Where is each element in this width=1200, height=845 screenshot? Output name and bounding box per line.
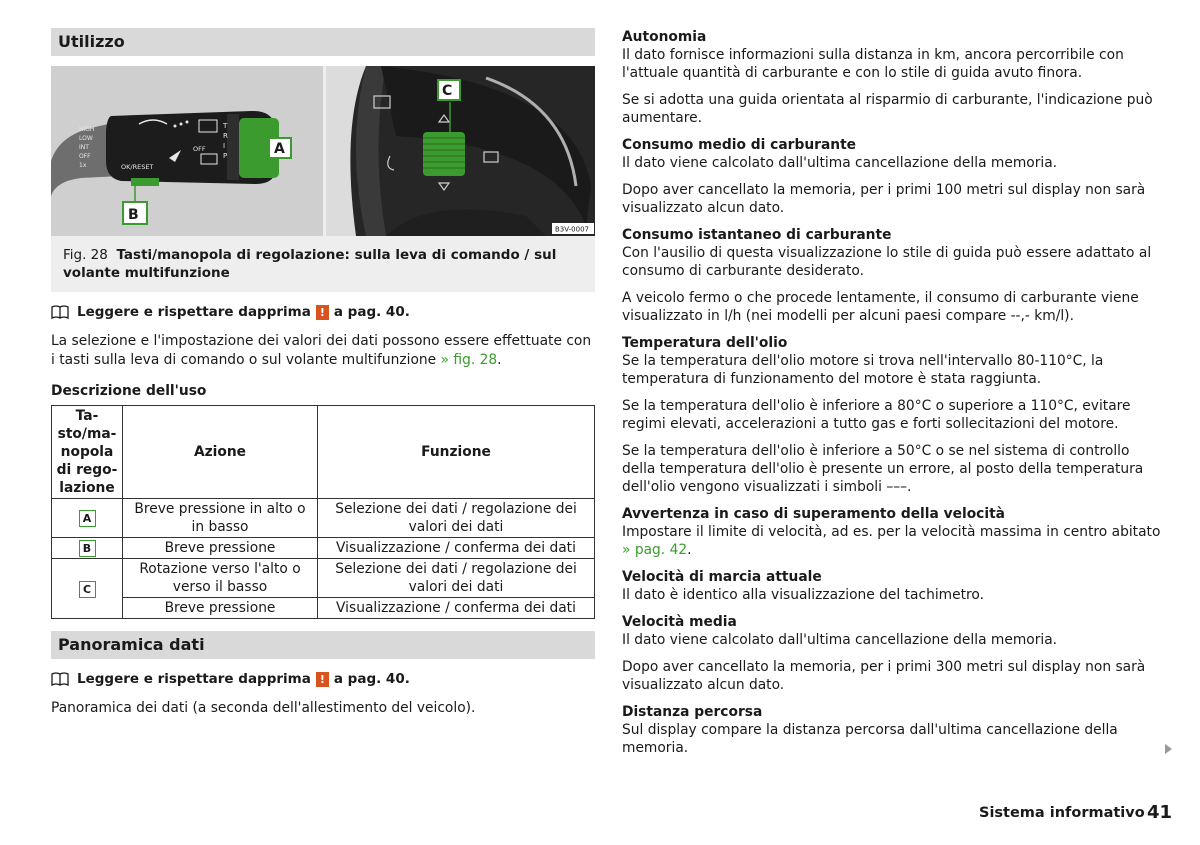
book-icon	[51, 305, 69, 319]
cell-funzione: Selezione dei dati / regolazione dei valori dei dati	[318, 559, 595, 598]
key-c: C	[79, 581, 96, 598]
callout-c: C	[442, 83, 453, 99]
figure-code: B3V-0007	[555, 225, 589, 234]
read-note-1	[51, 302, 595, 322]
right-column	[622, 28, 1162, 766]
read-note-1-before: Leggere e rispettare dapprima	[77, 304, 311, 320]
data-block	[622, 181, 1162, 217]
data-block-consumo-istantaneo	[622, 226, 1162, 280]
caption-prefix: Fig. 28	[63, 247, 108, 263]
lever-text-off: OFF	[79, 153, 91, 160]
block-text: Impostare il limite di velocità, ad es. per la velocità massima in centro abitato	[622, 524, 1161, 540]
svg-text:R: R	[223, 132, 228, 140]
block-title: Velocità di marcia attuale	[622, 569, 822, 585]
book-icon	[51, 672, 69, 686]
intro-end: .	[497, 351, 502, 368]
table-title: Descrizione dell'uso	[51, 383, 207, 399]
overview-paragraph: Panoramica dei dati (a seconda dell'allestimento del veicolo).	[51, 700, 476, 716]
block-text: Il dato viene calcolato dall'ultima cancellazione della memoria.	[622, 155, 1058, 171]
lever-text-low: LOW	[79, 135, 93, 142]
cell-azione: Breve pressione	[123, 598, 318, 619]
header-funzione: Funzione	[318, 406, 595, 499]
key-a: A	[79, 510, 96, 527]
read-note-1-after: a pag. 40.	[333, 304, 410, 320]
table-row	[52, 598, 595, 619]
svg-text:T: T	[223, 122, 228, 130]
block-title: Temperatura dell'olio	[622, 335, 788, 351]
warning-icon: !	[316, 672, 329, 687]
data-block-consumo-medio	[622, 136, 1162, 172]
section-title-panoramica: Panoramica dati	[51, 631, 595, 659]
block-text-end: .	[687, 542, 692, 558]
pag-42-link[interactable]: » pag. 42	[622, 542, 688, 558]
footer-chapter: Sistema informativo	[979, 805, 1145, 821]
block-title: Avvertenza in caso di superamento della velocità	[622, 506, 1005, 522]
fig-28-link[interactable]: » fig. 28	[440, 351, 498, 368]
lever-text-1x: 1x	[79, 162, 87, 169]
block-title: Autonomia	[622, 29, 707, 45]
block-title: Distanza percorsa	[622, 704, 763, 720]
lever-text-int: INT	[79, 144, 89, 151]
table-row	[52, 499, 595, 538]
continue-arrow-icon	[1165, 744, 1172, 754]
lever-text-off2: OFF	[193, 145, 206, 153]
data-block	[622, 658, 1162, 694]
lever-text-okreset: OK/RESET	[121, 163, 154, 171]
table-row	[52, 538, 595, 559]
intro-paragraph	[51, 332, 595, 369]
header-azione: Azione	[123, 406, 318, 499]
usage-table	[51, 405, 595, 619]
block-text: Sul display compare la distanza percorsa dall'ultima cancellazione della memoria.	[622, 722, 1118, 756]
block-text: Il dato viene calcolato dall'ultima cancellazione della memoria.	[622, 632, 1058, 648]
data-block	[622, 442, 1162, 496]
block-text: Se la temperatura dell'olio è inferiore a 50°C o se nel sistema di controllo della temperatura dell'olio è presente un errore, al posto della temperatura dell'olio vengono visualizzati i simboli –––.	[622, 443, 1144, 495]
block-title: Consumo medio di carburante	[622, 137, 857, 153]
data-block-distanza-percorsa	[622, 703, 1162, 757]
callout-b: B	[128, 207, 139, 223]
data-block-temperatura-olio	[622, 334, 1162, 388]
block-text: Se la temperatura dell'olio motore si trova nell'intervallo 80-110°C, la temperatura di funzionamento del motore è stata raggiunta.	[622, 353, 1104, 387]
cell-azione: Breve pressione	[123, 538, 318, 559]
steering-wheel-image	[326, 66, 595, 236]
data-block	[622, 289, 1162, 325]
block-title: Velocità media	[622, 614, 737, 630]
block-text: A veicolo fermo o che procede lentamente, il consumo di carburante viene visualizzato in l/h (nei modelli per alcuni paesi compare --,- km/l).	[622, 290, 1139, 324]
key-b: B	[79, 540, 96, 557]
caption-text: Tasti/manopola di regolazione: sulla leva di comando / sul volante multifunzione	[63, 247, 557, 281]
cell-funzione: Visualizzazione / conferma dei dati	[318, 598, 595, 619]
page-number: 41	[1147, 802, 1173, 823]
data-block-velocita-media	[622, 613, 1162, 649]
block-text: Il dato fornisce informazioni sulla distanza in km, ancora percorribile con l'attuale quantità di carburante e con lo stile di guida avuto finora.	[622, 47, 1124, 81]
data-block-velocita-attuale	[622, 568, 1162, 604]
read-note-2-before: Leggere e rispettare dapprima	[77, 671, 311, 687]
block-text: Se si adotta una guida orientata al risparmio di carburante, l'indicazione può aumentare.	[622, 92, 1153, 126]
figure-28	[51, 66, 595, 292]
svg-text:I: I	[223, 142, 226, 150]
cell-funzione: Visualizzazione / conferma dei dati	[318, 538, 595, 559]
warning-icon: !	[316, 305, 329, 320]
block-text: Se la temperatura dell'olio è inferiore a 80°C o superiore a 110°C, evitare regimi elevati, accelerazioni a tutto gas e forti sollecitazioni del motore.	[622, 398, 1131, 432]
block-title: Consumo istantaneo di carburante	[622, 227, 892, 243]
block-text: Con l'ausilio di questa visualizzazione lo stile di guida può essere adattato al consumo di carburante desiderato.	[622, 245, 1152, 279]
cell-azione: Rotazione verso l'alto o verso il basso	[123, 559, 318, 598]
header-key: Ta-sto/ma-nopola di rego-lazione	[52, 406, 123, 499]
data-block-avvertenza-velocita	[622, 505, 1162, 559]
figure-caption	[63, 246, 583, 282]
block-text-wrap	[622, 523, 1162, 559]
data-block-autonomia	[622, 28, 1162, 82]
lever-text-high: HIGH	[79, 126, 95, 133]
block-text: Dopo aver cancellato la memoria, per i primi 300 metri sul display non sarà visualizzato alcun dato.	[622, 659, 1146, 693]
cell-funzione: Selezione dei dati / regolazione dei valori dei dati	[318, 499, 595, 538]
left-column	[51, 28, 595, 718]
cell-azione: Breve pressione in alto o in basso	[123, 499, 318, 538]
intro-text: La selezione e l'impostazione dei valori dei dati possono essere effettuate con i tasti sulla leva di comando o sul volante multifunzione	[51, 333, 592, 368]
lever-image	[51, 66, 323, 236]
data-block	[622, 91, 1162, 127]
svg-text:P: P	[223, 152, 228, 160]
block-text: Dopo aver cancellato la memoria, per i primi 100 metri sul display non sarà visualizzato alcun dato.	[622, 182, 1146, 216]
block-text: Il dato è identico alla visualizzazione del tachimetro.	[622, 587, 984, 603]
read-note-2-after: a pag. 40.	[333, 671, 410, 687]
read-note-2	[51, 669, 595, 689]
data-block	[622, 397, 1162, 433]
table-row	[52, 559, 595, 598]
callout-a: A	[274, 141, 285, 157]
section-title-utilizzo: Utilizzo	[51, 28, 595, 56]
